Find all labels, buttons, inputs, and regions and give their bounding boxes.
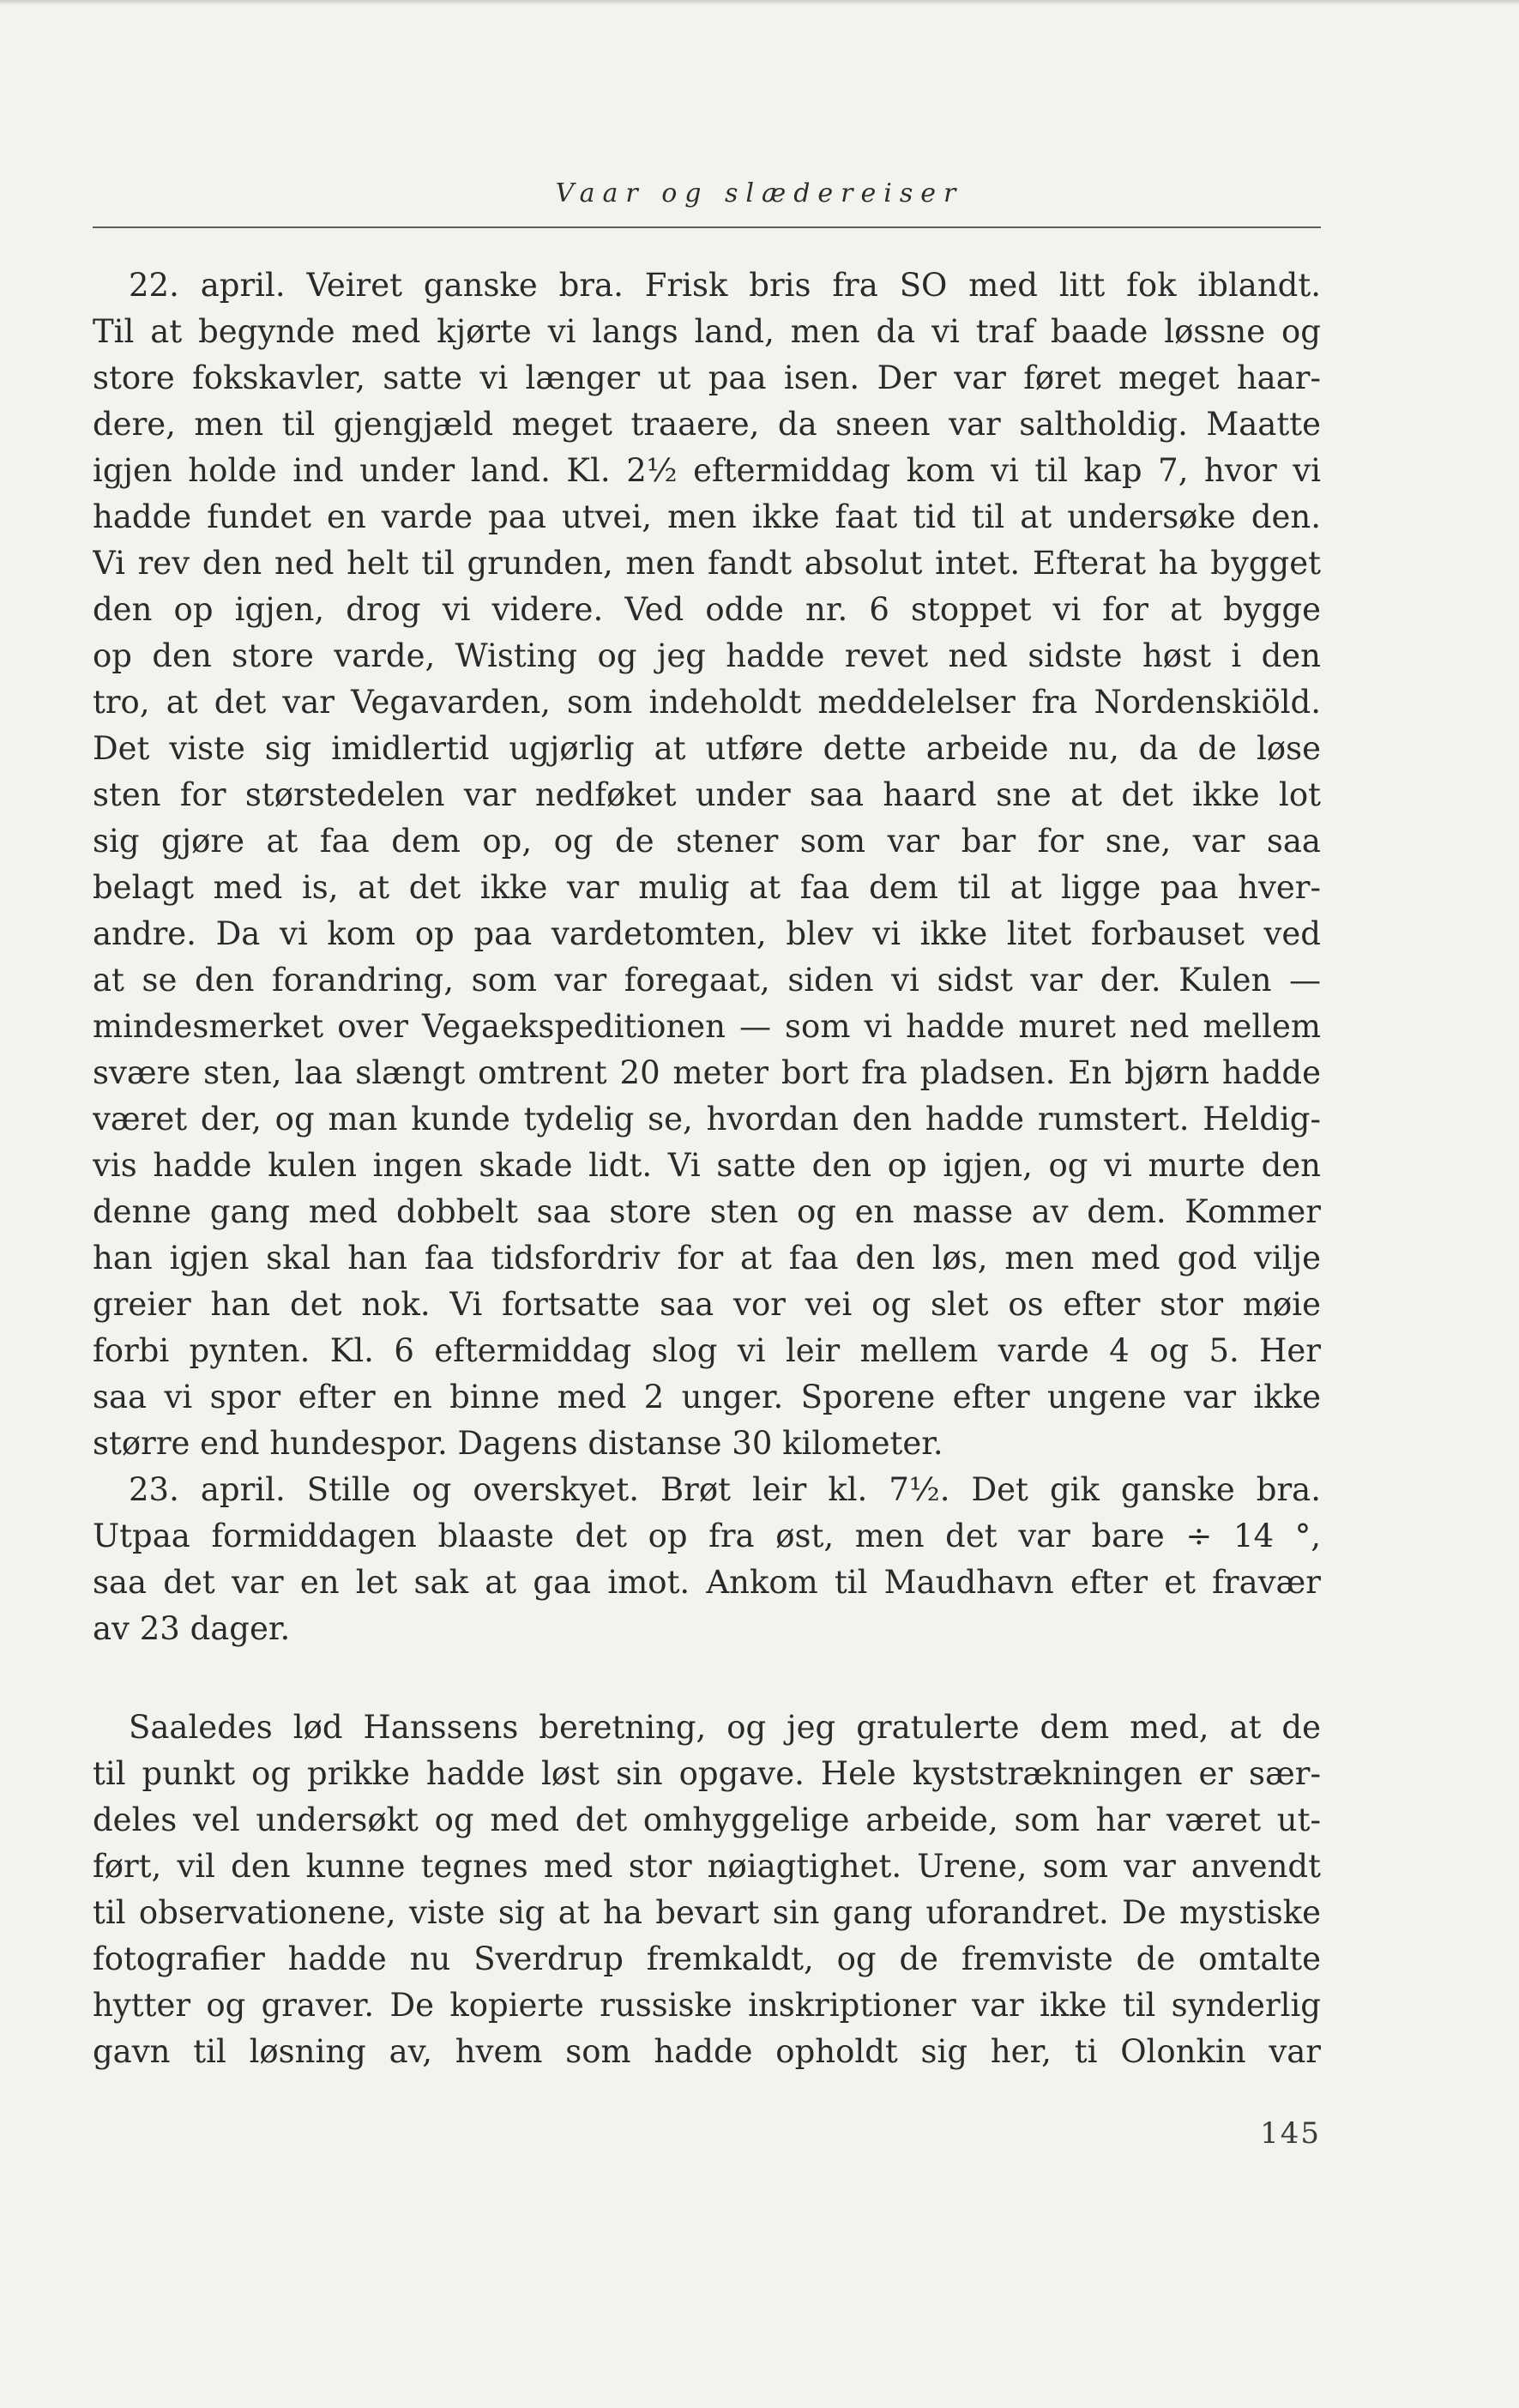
header-rule — [93, 226, 1321, 228]
diary-entries-paragraph — [93, 263, 1321, 1652]
text-line: av 23 dager. — [93, 1610, 291, 1647]
text-line: mindesmerket over Vegaekspeditionen — som vi hadde muret ned mellem — [93, 1008, 1321, 1045]
text-line: op den store varde, Wisting og jeg hadde revet ned sidste høst i den — [93, 637, 1321, 674]
text-line: at se den forandring, som var foregaat, siden vi sidst var der. Kulen — — [93, 962, 1321, 999]
text-line: sten for størstedelen var nedføket under saa haard sne at det ikke lot — [93, 776, 1321, 813]
text-line: Til at begynde med kjørte vi langs land, men da vi traf baade løssne og — [93, 313, 1321, 350]
text-line: Vi rev den ned helt til grunden, men fandt absolut intet. Efterat ha bygget — [93, 545, 1321, 582]
text-line: igjen holde ind under land. Kl. 2½ eftermiddag kom vi til kap 7, hvor vi — [93, 452, 1321, 489]
text-line: tro, at det var Vegavarden, som indeholdt meddelelser fra Nordenskiöld. — [93, 684, 1321, 721]
running-head: Vaar og slædereiser — [555, 178, 964, 208]
text-line: til punkt og prikke hadde løst sin opgave. Hele kyststrækningen er sær- — [93, 1755, 1321, 1792]
text-line: Det viste sig imidlertid ugjørlig at utføre dette arbeide nu, da de løse — [93, 730, 1321, 767]
text-line: Utpaa formiddagen blaaste det op fra øst, men det var bare ÷ 14 °, — [93, 1518, 1321, 1554]
text-line: vis hadde kulen ingen skade lidt. Vi satte den op igjen, og vi murte den — [93, 1147, 1321, 1184]
text-line: 22. april. Veiret ganske bra. Frisk bris fra SO med litt fok iblandt. — [129, 267, 1321, 304]
text-line: saa det var en let sak at gaa imot. Ankom til Maudhavn efter et fravær — [93, 1564, 1321, 1601]
text-line: denne gang med dobbelt saa store sten og en masse av dem. Kommer — [93, 1193, 1321, 1230]
text-line: fotografier hadde nu Sverdrup fremkaldt, og de fremviste de omtalte — [93, 1940, 1321, 1977]
text-line: hytter og graver. De kopierte russiske inskriptioner var ikke til synderlig — [93, 1987, 1321, 2024]
scan-top-edge — [0, 0, 1519, 5]
text-line: hadde fundet en varde paa utvei, men ikke faat tid til at undersøke den. — [93, 498, 1321, 535]
text-line: gavn til løsning av, hvem som hadde opholdt sig her, ti Olonkin var — [93, 2033, 1321, 2070]
text-line: ført, vil den kunne tegnes med stor nøiagtighet. Urene, som var anvendt — [93, 1848, 1321, 1885]
text-line: Saaledes lød Hanssens beretning, og jeg gratulerte dem med, at de — [129, 1709, 1321, 1746]
text-line: belagt med is, at det ikke var mulig at faa dem til at ligge paa hver- — [93, 869, 1321, 906]
text-line: andre. Da vi kom op paa vardetomten, blev vi ikke litet forbauset ved — [93, 915, 1321, 952]
page-number: 145 — [1260, 2116, 1321, 2151]
text-line: 23. april. Stille og overskyet. Brøt leir kl. 7½. Det gik ganske bra. — [129, 1471, 1321, 1508]
text-line: været der, og man kunde tydelig se, hvordan den hadde rumstert. Heldig- — [93, 1101, 1321, 1138]
text-line: dere, men til gjengjæld meget traaere, da sneen var saltholdig. Maatte — [93, 406, 1321, 443]
text-line: sig gjøre at faa dem op, og de stener som var bar for sne, var saa — [93, 823, 1321, 860]
narrative-paragraph — [93, 1705, 1321, 2075]
text-line: den op igjen, drog vi videre. Ved odde nr. 6 stoppet vi for at bygge — [93, 591, 1321, 628]
text-line: svære sten, laa slængt omtrent 20 meter bort fra pladsen. En bjørn hadde — [93, 1054, 1321, 1091]
text-line: han igjen skal han faa tidsfordriv for at faa den løs, men med god vilje — [93, 1240, 1321, 1276]
text-line: greier han det nok. Vi fortsatte saa vor vei og slet os efter stor møie — [93, 1286, 1321, 1323]
text-line: saa vi spor efter en binne med 2 unger. Sporene efter ungene var ikke — [93, 1379, 1321, 1415]
text-line: større end hundespor. Dagens distanse 30 kilometer. — [93, 1425, 943, 1462]
text-line: store fokskavler, satte vi længer ut paa isen. Der var føret meget haar- — [93, 359, 1321, 396]
text-line: deles vel undersøkt og med det omhyggelige arbeide, som har været ut- — [93, 1801, 1321, 1838]
text-line: til observationene, viste sig at ha bevart sin gang uforandret. De mystiske — [93, 1894, 1321, 1931]
text-line: forbi pynten. Kl. 6 eftermiddag slog vi leir mellem varde 4 og 5. Her — [93, 1332, 1321, 1369]
